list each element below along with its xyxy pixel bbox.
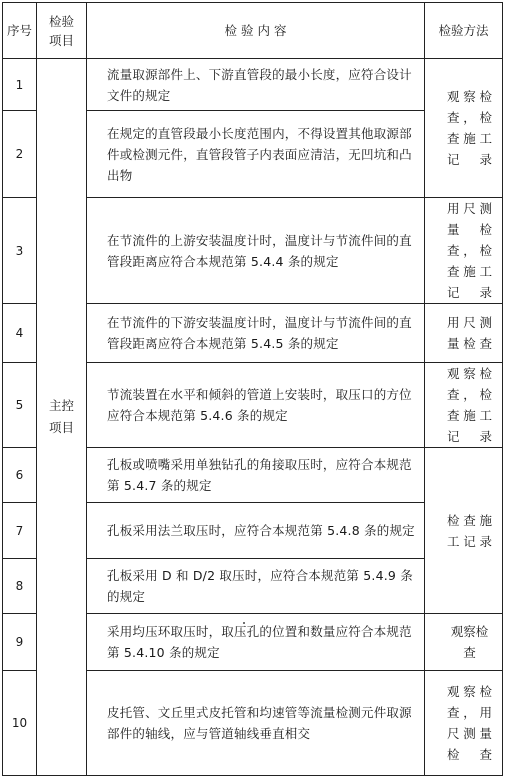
row-index: 7 xyxy=(3,503,37,559)
inspection-table xyxy=(2,2,503,776)
method-cell: 检查施工记录 xyxy=(425,448,503,614)
row-content: 采用均压环取压时，取压孔的位置和数量应符合本规范第 5.4.10 条的规定 xyxy=(87,614,425,671)
row-index: 5 xyxy=(3,363,37,448)
row-index: 8 xyxy=(3,559,37,614)
row-index: 3 xyxy=(3,198,37,304)
category-cell: 主控 项目 xyxy=(37,59,87,776)
row-index: 4 xyxy=(3,304,37,363)
row-index: 1 xyxy=(3,59,37,111)
header-method: 检验方法 xyxy=(425,3,503,59)
header-category: 检验 项目 xyxy=(37,3,87,59)
row-content: 流量取源部件上、下游直管段的最小长度，应符合设计文件的规定 xyxy=(87,59,425,111)
method-cell: 观察检查，检查施工记录 xyxy=(425,363,503,448)
method-cell: 观察检查，检查施工记录 xyxy=(425,59,503,198)
row-index: 9 xyxy=(3,614,37,671)
header-index: 序号 xyxy=(3,3,37,59)
scan-dot xyxy=(243,622,245,624)
row-content: 孔板采用 D 和 D/2 取压时，应符合本规范第 5.4.9 条的规定 xyxy=(87,559,425,614)
row-index: 2 xyxy=(3,111,37,198)
row-content: 孔板或喷嘴采用单独钻孔的角接取压时，应符合本规范第 5.4.7 条的规定 xyxy=(87,448,425,503)
row-content: 皮托管、文丘里式皮托管和均速管等流量检测元件取源部件的轴线，应与管道轴线垂直相交 xyxy=(87,671,425,776)
row-index: 10 xyxy=(3,671,37,776)
row-content: 节流装置在水平和倾斜的管道上安装时，取压口的方位应符合本规范第 5.4.6 条的规定 xyxy=(87,363,425,448)
row-index: 6 xyxy=(3,448,37,503)
header-row xyxy=(3,3,503,59)
row-content: 在规定的直管段最小长度范围内，不得设置其他取源部件或检测元件，直管段管子内表面应清洁，无凹坑和凸出物 xyxy=(87,111,425,198)
header-content: 检 验 内 容 xyxy=(87,3,425,59)
method-cell: 用尺测量检查，检查施工记录 xyxy=(425,198,503,304)
table-row xyxy=(3,59,503,111)
method-cell: 观察检查 xyxy=(425,614,503,671)
method-cell: 用尺测量检查 xyxy=(425,304,503,363)
row-content: 在节流件的下游安装温度计时，温度计与节流件间的直管段距离应符合本规范第 5.4.5 条的规定 xyxy=(87,304,425,363)
row-content: 孔板采用法兰取压时，应符合本规范第 5.4.8 条的规定 xyxy=(87,503,425,559)
method-cell: 观察检查，用尺测量检查 xyxy=(425,671,503,776)
row-content: 在节流件的上游安装温度计时，温度计与节流件间的直管段距离应符合本规范第 5.4.4 条的规定 xyxy=(87,198,425,304)
